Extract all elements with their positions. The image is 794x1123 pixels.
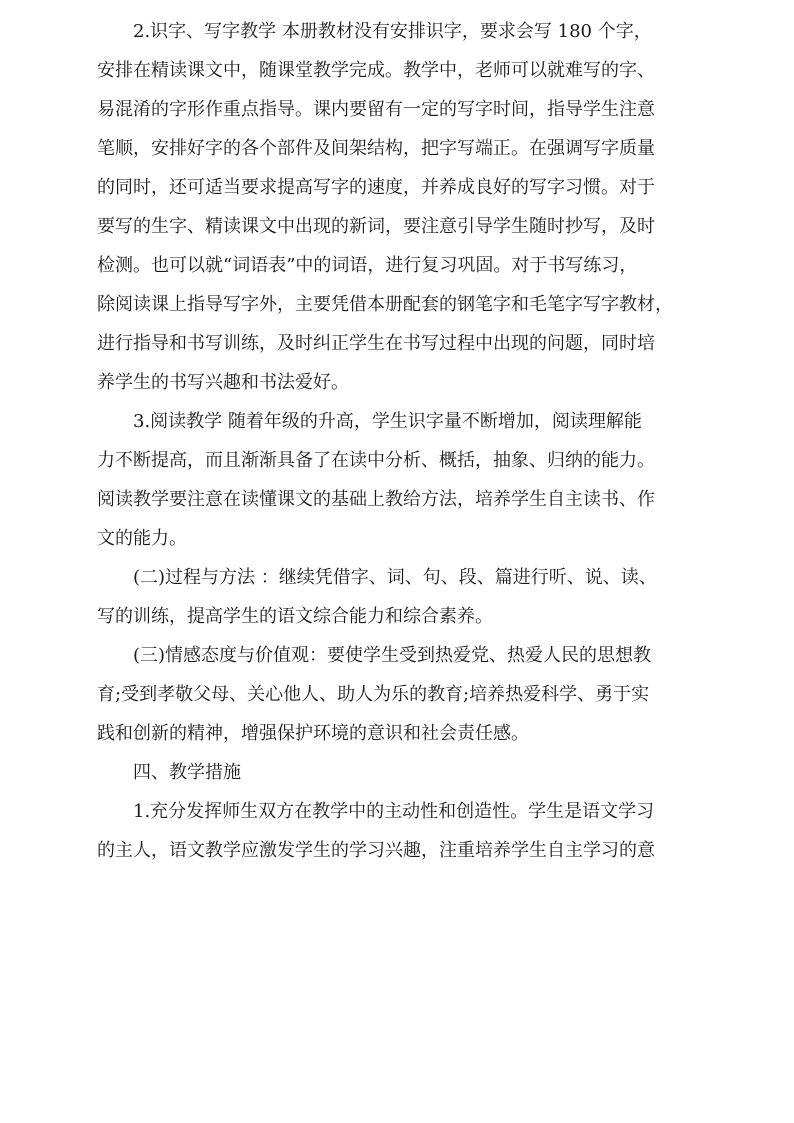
text-line: 育;受到孝敬父母、关心他人、助人为乐的教育;培养热爱科学、勇于实 xyxy=(97,684,650,705)
text-line: 安排在精读课文中，随课堂教学完成。教学中，老师可以就难写的字、 xyxy=(97,60,655,81)
text-line: 践和创新的精神，增强保护环境的意识和社会责任感。 xyxy=(97,723,529,744)
text-line: 笔顺，安排好字的各个部件及间架结构，把字写端正。在强调写字质量 xyxy=(97,138,655,159)
text-line: 写的训练，提高学生的语文综合能力和综合素养。 xyxy=(97,606,493,627)
text-line: 易混淆的字形作重点指导。课内要留有一定的写字时间，指导学生注意 xyxy=(97,99,655,120)
text-line: 2.识字、写字教学 本册教材没有安排识字，要求会写 180 个字， xyxy=(133,21,652,42)
text-line: 1.充分发挥师生双方在教学中的主动性和创造性。学生是语文学习 xyxy=(133,801,655,822)
text-line: 除阅读课上指导写字外，主要凭借本册配套的钢笔字和毛笔字写字教材， xyxy=(97,294,673,315)
text-line: 的同时，还可适当要求提高写字的速度，并养成良好的写字习惯。对于 xyxy=(97,177,655,198)
text-line: 进行指导和书写训练，及时纠正学生在书写过程中出现的问题，同时培 xyxy=(97,333,655,354)
text-line: 的主人，语文教学应激发学生的学习兴趣，注重培养学生自主学习的意 xyxy=(97,840,655,861)
text-line: (二)过程与方法 ：继续凭借字、词、句、段、篇进行听、说、读、 xyxy=(133,567,657,588)
section-heading: 四、教学措施 xyxy=(133,762,241,783)
text-line: 要写的生字、精读课文中出现的新词，要注意引导学生随时抄写，及时 xyxy=(97,216,655,237)
text-line: 3.阅读教学 随着年级的升高，学生识字量不断增加，阅读理解能 xyxy=(133,411,642,432)
text-line: 检测。也可以就“词语表”中的词语，进行复习巩固。对于书写练习， xyxy=(97,255,638,276)
text-line: 力不断提高，而且渐渐具备了在读中分析、概括，抽象、归纳的能力。 xyxy=(97,450,655,471)
text-line: 阅读教学要注意在读懂课文的基础上教给方法，培养学生自主读书、作 xyxy=(97,489,655,510)
text-line: 养学生的书写兴趣和书法爱好。 xyxy=(97,372,349,393)
text-line: (三)情感态度与价值观：要使学生受到热爱党、热爱人民的思想教 xyxy=(133,645,652,666)
text-line: 文的能力。 xyxy=(97,528,187,549)
